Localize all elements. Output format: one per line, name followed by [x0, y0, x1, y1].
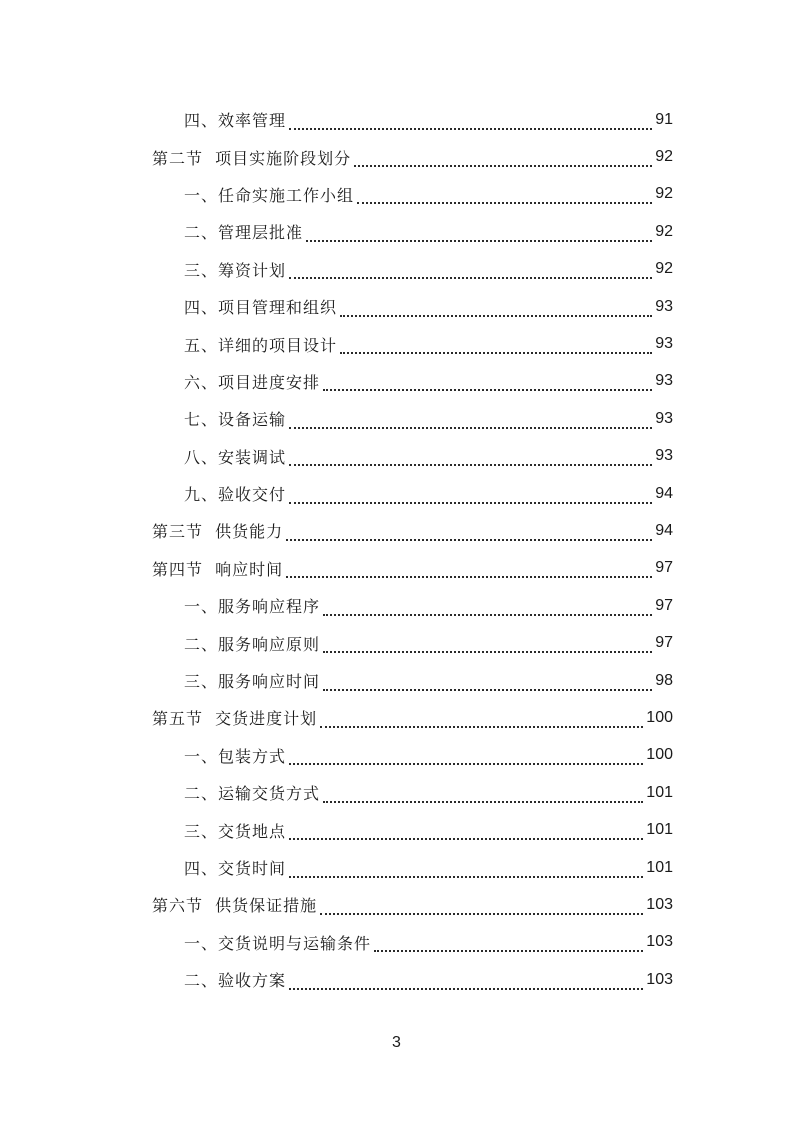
- toc-entry[interactable]: [0, 774, 793, 811]
- dot-leader: [340, 301, 652, 317]
- toc-entry[interactable]: [0, 550, 793, 587]
- dot-leader: [289, 488, 652, 504]
- dot-leader: [289, 450, 652, 466]
- toc-entry-title: 五、详细的项目设计: [184, 335, 338, 355]
- toc-entry-title: 二、服务响应原则: [184, 634, 321, 654]
- dot-leader: [289, 413, 652, 429]
- toc-entry-line: [152, 706, 673, 729]
- toc-entry-line: [152, 893, 673, 916]
- dot-leader: [289, 749, 643, 765]
- toc-entry-page: 98: [655, 671, 673, 689]
- toc-entry-title: 九、验收交付: [184, 485, 287, 505]
- toc-entry-page: 91: [655, 110, 673, 128]
- toc-entry-line: [184, 370, 673, 393]
- toc-entry[interactable]: [0, 961, 793, 998]
- toc-entry-line: [152, 557, 673, 580]
- toc-entry-line: [184, 781, 673, 804]
- dot-leader: [323, 675, 652, 691]
- dot-leader: [320, 712, 643, 728]
- toc-entry-title: 八、安装调试: [184, 447, 287, 467]
- toc-entry-title: 二、管理层批准: [184, 223, 304, 243]
- toc-entry-title: 六、项目进度安排: [184, 372, 321, 392]
- toc-entry-title: 三、交货地点: [184, 821, 287, 841]
- toc-entry-page: 93: [655, 297, 673, 315]
- toc-entry-line: [184, 108, 673, 131]
- dot-leader: [289, 862, 643, 878]
- toc-entry[interactable]: [0, 699, 793, 736]
- toc-entry-page: 103: [646, 933, 673, 951]
- toc-entry-line: [152, 519, 673, 542]
- toc-entry[interactable]: [0, 624, 793, 661]
- page-number: 3: [392, 1034, 401, 1051]
- toc-entry-title: 一、服务响应程序: [184, 597, 321, 617]
- toc-entry-page: 103: [646, 895, 673, 913]
- toc-entry-line: [184, 258, 673, 281]
- dot-leader: [323, 375, 652, 391]
- toc-entry-title: 三、筹资计划: [184, 260, 287, 280]
- dot-leader: [289, 824, 643, 840]
- toc-entry[interactable]: [0, 251, 793, 288]
- toc-entry-page: 93: [655, 335, 673, 353]
- toc-entry-title: 第二节 项目实施阶段划分: [152, 148, 352, 168]
- toc-entry[interactable]: [0, 438, 793, 475]
- toc-entry-page: 101: [646, 858, 673, 876]
- toc-entry-page: 94: [655, 521, 673, 539]
- toc-entry-line: [184, 445, 673, 468]
- toc-entry-title: 第五节 交货进度计划: [152, 709, 318, 729]
- toc-entry-line: [184, 333, 673, 356]
- toc-entry-title: 第四节 响应时间: [152, 559, 284, 579]
- toc-entry-page: 92: [655, 148, 673, 166]
- toc-entry[interactable]: [0, 213, 793, 250]
- dot-leader: [357, 188, 652, 204]
- toc-entry[interactable]: [0, 737, 793, 774]
- toc-entry[interactable]: [0, 363, 793, 400]
- toc-entry-line: [184, 669, 673, 692]
- toc-entry-page: 101: [646, 783, 673, 801]
- dot-leader: [323, 637, 652, 653]
- toc-entry-page: 92: [655, 222, 673, 240]
- toc-entry-title: 第六节 供货保证措施: [152, 896, 318, 916]
- toc-entry[interactable]: [0, 325, 793, 362]
- toc-entry[interactable]: [0, 811, 793, 848]
- toc-entry-title: 三、服务响应时间: [184, 672, 321, 692]
- toc-entry[interactable]: [0, 475, 793, 512]
- toc-entry[interactable]: [0, 587, 793, 624]
- toc-entry-line: [184, 482, 673, 505]
- toc-entry-line: [184, 819, 673, 842]
- toc-entry[interactable]: [0, 924, 793, 961]
- toc-entry-title: 一、任命实施工作小组: [184, 185, 355, 205]
- dot-leader: [306, 226, 652, 242]
- toc-entry-line: [184, 856, 673, 879]
- dot-leader: [374, 936, 643, 952]
- toc-entry-line: [184, 744, 673, 767]
- toc-entry-title: 四、项目管理和组织: [184, 298, 338, 318]
- toc-entry-page: 100: [646, 708, 673, 726]
- toc-entry-line: [184, 183, 673, 206]
- dot-leader: [289, 263, 652, 279]
- toc-entry-page: 92: [655, 185, 673, 203]
- dot-leader: [286, 525, 652, 541]
- toc-entry-page: 93: [655, 409, 673, 427]
- toc-entry[interactable]: [0, 400, 793, 437]
- toc-entry-title: 四、效率管理: [184, 111, 287, 131]
- toc-entry-line: [184, 407, 673, 430]
- toc-entry-page: 97: [655, 559, 673, 577]
- toc-entry-title: 一、包装方式: [184, 746, 287, 766]
- toc-entry-page: 94: [655, 484, 673, 502]
- toc-entry-page: 103: [646, 970, 673, 988]
- dot-leader: [323, 600, 652, 616]
- toc-entry-title: 四、交货时间: [184, 859, 287, 878]
- toc-entry-title: 七、设备运输: [184, 410, 287, 430]
- toc-entry-page: 101: [646, 821, 673, 839]
- toc-entry-line: [184, 295, 673, 318]
- toc-entry-page: 93: [655, 372, 673, 390]
- toc-entry[interactable]: [0, 662, 793, 699]
- toc-entry-line: [184, 594, 673, 617]
- toc-entry[interactable]: [0, 288, 793, 325]
- toc-entry-page: 93: [655, 447, 673, 465]
- dot-leader: [354, 151, 652, 167]
- toc-entry-page: 100: [646, 746, 673, 764]
- toc-entry[interactable]: [0, 138, 793, 175]
- dot-leader: [289, 114, 652, 130]
- toc-entry-line: [184, 220, 673, 243]
- toc-entry-page: 97: [655, 634, 673, 652]
- toc-entry[interactable]: [0, 849, 793, 886]
- dot-leader: [340, 338, 652, 354]
- toc-entry-line: [184, 968, 673, 991]
- dot-leader: [320, 899, 643, 915]
- toc-entry[interactable]: [0, 886, 793, 923]
- toc-entry-title: 第三节 供货能力: [152, 522, 284, 542]
- toc-entry-title: 二、运输交货方式: [184, 784, 321, 804]
- dot-leader: [289, 974, 643, 990]
- toc-entry-page: 92: [655, 260, 673, 278]
- toc-entry[interactable]: [0, 512, 793, 549]
- toc-entry-line: [184, 931, 673, 954]
- toc-entry-line: [184, 632, 673, 655]
- dot-leader: [323, 787, 643, 803]
- toc-entry-title: 二、验收方案: [184, 971, 287, 991]
- dot-leader: [286, 562, 652, 578]
- toc-entry-page: 97: [655, 596, 673, 614]
- toc-entry-title: 一、交货说明与运输条件: [184, 933, 372, 953]
- table-of-contents: [0, 101, 793, 998]
- toc-entry[interactable]: [0, 101, 793, 138]
- toc-entry-line: [152, 146, 673, 169]
- toc-entry[interactable]: [0, 176, 793, 213]
